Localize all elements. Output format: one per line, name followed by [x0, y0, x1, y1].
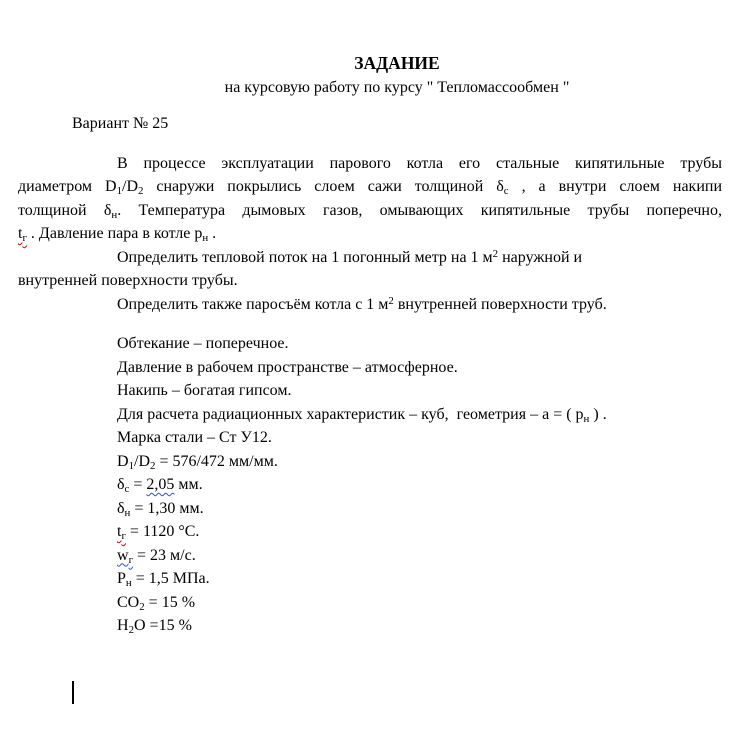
text-segment: = 1120 °С.: [125, 523, 200, 540]
task-paragraph-3: [18, 293, 722, 317]
text-segment: Обтекание – поперечное.: [117, 335, 289, 352]
paragraph-line: [18, 293, 722, 317]
text-segment: Давление в рабочем пространстве – атмосферное.: [117, 358, 458, 376]
text-segment: δ: [117, 476, 125, 493]
text-segment: Определить тепловой поток на 1 погонный метр на 1 м: [117, 248, 493, 266]
text-segment: CO: [117, 593, 140, 611]
spec-diameters: [117, 450, 722, 474]
paragraph-line: [18, 222, 722, 246]
spec-co2-content: [117, 591, 722, 615]
assignment-title: ЗАДАНИЕ: [354, 53, 440, 73]
text-segment: O =15 %: [134, 617, 192, 634]
text-segment: = 1,30 мм.: [130, 499, 204, 517]
text-cursor: [72, 681, 74, 704]
text-segment: н: [111, 208, 118, 221]
spec-h2o-content: [117, 614, 722, 638]
text-segment: ) .: [589, 405, 607, 423]
text-segment: = 576/472 мм/мм.: [155, 452, 278, 470]
text-segment: г: [121, 530, 126, 542]
text-segment: . Давление пара в котле p: [26, 225, 203, 242]
text-segment: н: [583, 412, 590, 425]
text-segment: В процессе эксплуатации парового котла его стальные кипятильные трубы: [117, 154, 722, 172]
text-segment: /D: [134, 452, 150, 470]
text-segment: 2: [138, 185, 144, 197]
text-segment: н: [124, 506, 131, 519]
text-segment: 1: [116, 185, 122, 197]
assignment-subtitle: на курсовую работу по курсу " Тепломассообмен ": [224, 78, 570, 96]
text-segment: с: [124, 483, 130, 495]
text-segment: Для расчета радиационных характеристик – куб, геометрия – а = ( p: [117, 405, 584, 423]
text-segment: внутренней поверхности трубы.: [18, 272, 238, 289]
document-header: [72, 52, 722, 99]
spec-working-pressure: [117, 356, 722, 380]
spec-steam-pressure: [117, 567, 722, 591]
spec-steel-grade: [117, 426, 722, 450]
text-segment: Накипь – богатая гипсом.: [117, 382, 292, 399]
text-segment: = 23 м/с.: [133, 546, 196, 564]
text-segment: H: [117, 617, 129, 634]
text-segment: t: [18, 225, 23, 242]
text-segment: /D: [122, 178, 138, 195]
text-segment: δ: [117, 499, 125, 517]
task-paragraph-2: [18, 246, 722, 293]
text-segment: г: [22, 232, 27, 244]
text-segment: = 1,5 МПа.: [131, 570, 210, 587]
text-segment: снаружи покрылись слоем сажи толщиной δ: [143, 178, 504, 195]
spec-scale-thickness: [117, 497, 722, 521]
text-segment: наружной и: [498, 248, 583, 266]
text-segment: P: [117, 570, 126, 587]
text-segment: г: [128, 553, 134, 566]
text-segment: w: [117, 546, 129, 564]
paragraph-line: [18, 152, 722, 176]
text-segment: 2: [492, 247, 499, 260]
spec-radiation-geometry: [117, 403, 722, 427]
text-segment: 2: [388, 294, 394, 307]
text-segment: 2: [139, 600, 145, 613]
spec-gas-temperature: [117, 520, 722, 544]
text-segment: =: [129, 476, 147, 493]
text-segment: диаметром D: [18, 178, 117, 195]
text-segment: 1: [128, 459, 134, 472]
variant-number: Вариант № 25: [72, 115, 169, 132]
paragraph-line: [18, 175, 722, 199]
paragraph-line: [18, 269, 722, 293]
text-segment: 2: [150, 459, 156, 472]
text-segment: 2,05: [146, 476, 175, 493]
text-segment: 2: [128, 624, 134, 636]
spec-soot-thickness: [117, 473, 722, 497]
text-segment: Марка стали – Ст У12.: [117, 429, 272, 446]
text-segment: , а внутри слоем накипи: [508, 178, 723, 195]
spec-gas-velocity: [117, 544, 722, 568]
text-segment: t: [117, 523, 122, 540]
paragraph-line: [18, 199, 722, 223]
paragraph-line: [18, 246, 722, 270]
spec-scale-type: [117, 379, 722, 403]
text-segment: внутренней поверхности труб.: [393, 295, 607, 313]
text-segment: толщиной δ: [18, 201, 112, 219]
text-segment: D: [117, 452, 129, 470]
task-paragraph-1: [18, 152, 722, 246]
specifications-list: [18, 332, 722, 638]
text-segment: Определить также паросъём котла с 1 м: [117, 295, 389, 313]
text-segment: .: [208, 225, 217, 242]
text-segment: н: [202, 232, 209, 244]
text-segment: мм.: [174, 476, 203, 493]
spec-flow-type: [117, 332, 722, 356]
text-segment: с: [503, 185, 509, 197]
text-segment: = 15 %: [144, 593, 196, 611]
text-segment: . Температура дымовых газов, омывающих кипятильные трубы поперечно,: [117, 201, 722, 219]
text-segment: н: [125, 577, 132, 589]
